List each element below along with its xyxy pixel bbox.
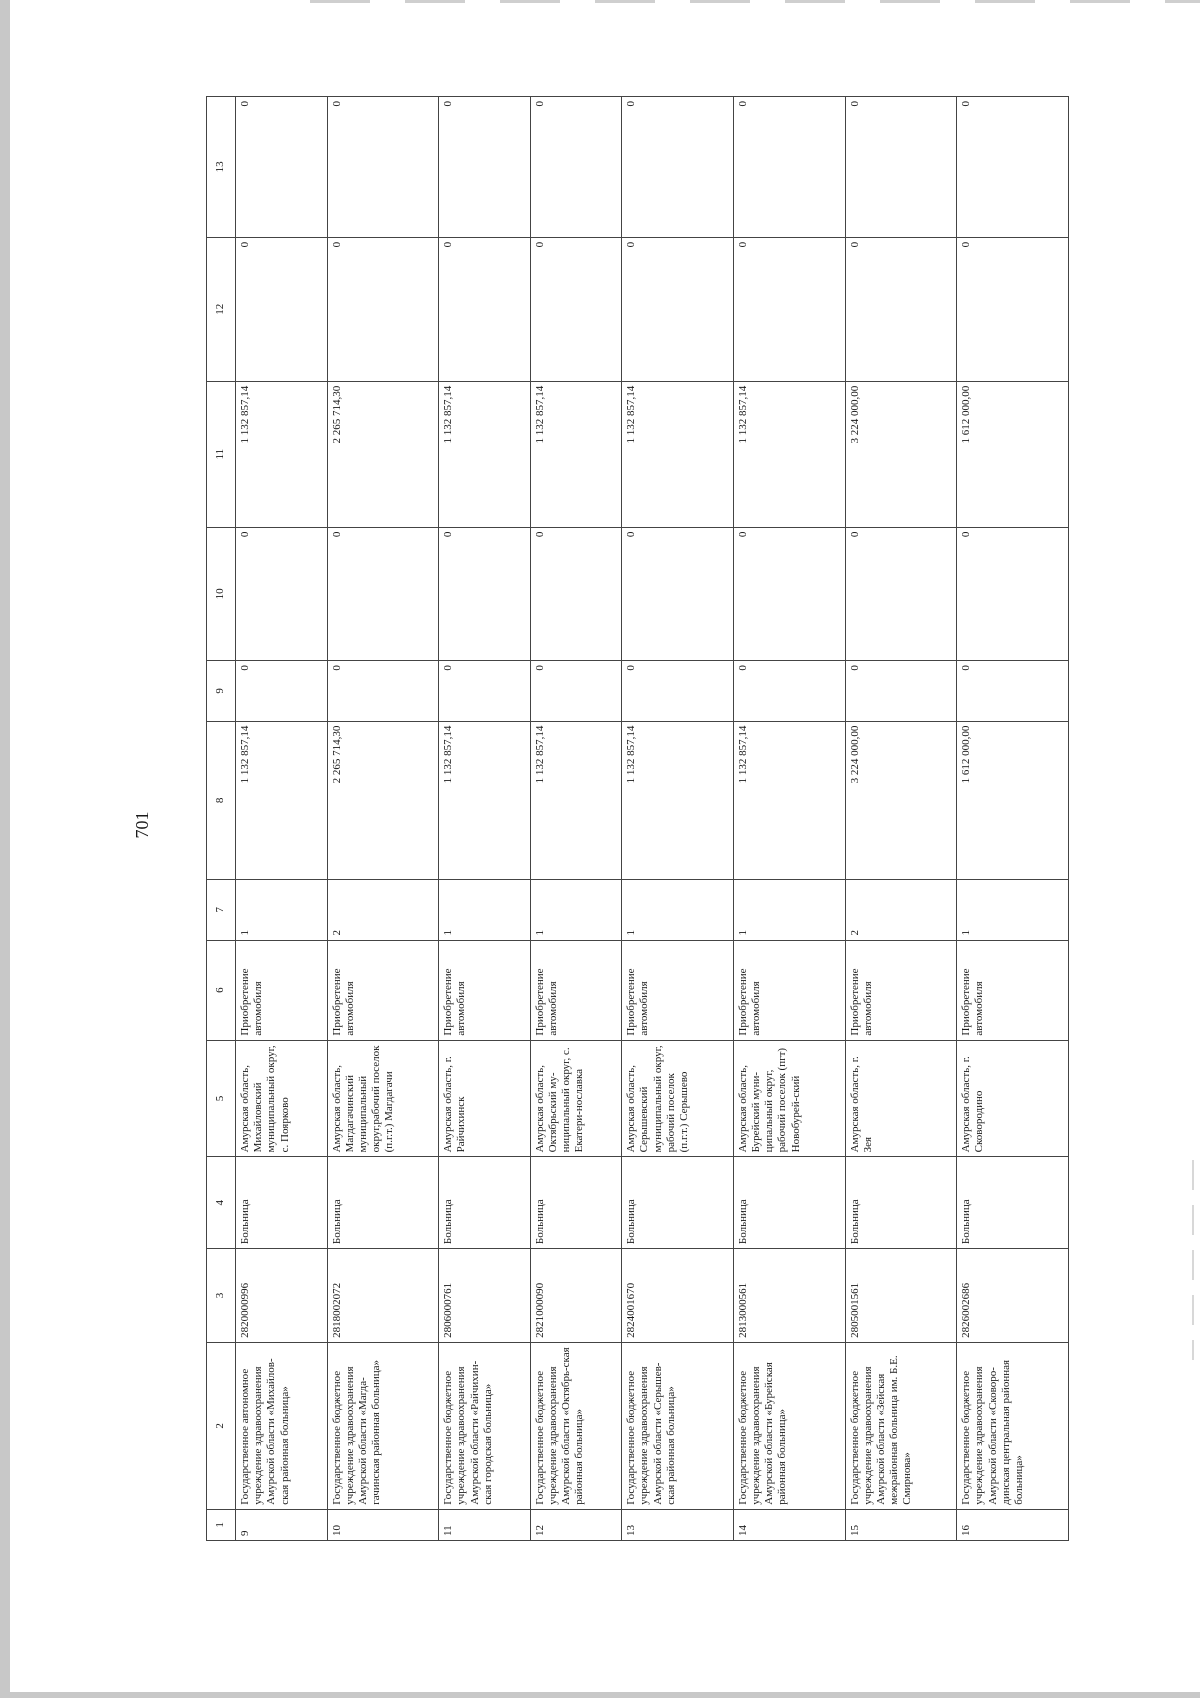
table-cell-col-11: 3 224 000,00 xyxy=(845,381,957,527)
table-cell-col-5: Амурская область, г. Райчихинск xyxy=(439,1040,531,1157)
table-cell-col-4: Больница xyxy=(957,1157,1069,1249)
table-cell-col-4: Больница xyxy=(530,1157,622,1249)
table-cell-col-5: Амурская область, Октябрьский му-ниципальный округ, с. Екатери-нославка xyxy=(530,1040,622,1157)
column-header-4: 4 xyxy=(207,1157,236,1249)
table-cell-col-8: 1 132 857,14 xyxy=(236,721,328,879)
table-cell-col-3: 2821000090 xyxy=(530,1249,622,1343)
table-cell-col-12: 0 xyxy=(327,237,439,381)
table-cell-col-6: Приобретение автомобиля xyxy=(439,940,531,1040)
table-cell-col-8: 1 132 857,14 xyxy=(439,721,531,879)
column-header-5: 5 xyxy=(207,1040,236,1157)
table-cell-col-7: 1 xyxy=(530,880,622,940)
table-row xyxy=(236,97,328,1541)
table-cell-col-10: 0 xyxy=(327,527,439,660)
column-header-6: 6 xyxy=(207,940,236,1040)
table-cell-col-9: 0 xyxy=(327,661,439,721)
table-cell-col-11: 1 132 857,14 xyxy=(733,381,845,527)
table-cell-col-11: 1 612 000,00 xyxy=(957,381,1069,527)
table-cell-col-4: Больница xyxy=(327,1157,439,1249)
table-row xyxy=(439,97,531,1541)
table-cell-col-5: Амурская область, г. Зея xyxy=(845,1040,957,1157)
table-cell-col-12: 0 xyxy=(530,237,622,381)
table-cell-col-9: 0 xyxy=(957,661,1069,721)
table-cell-col-5: Амурская область, Серышевский муниципальный округ, рабочий поселок (п.г.т.) Серышево xyxy=(622,1040,734,1157)
table-cell-col-11: 1 132 857,14 xyxy=(236,381,328,527)
document-page xyxy=(10,0,1200,1692)
column-header-11: 11 xyxy=(207,381,236,527)
table-cell-col-4: Больница xyxy=(845,1157,957,1249)
column-header-1: 1 xyxy=(207,1509,236,1540)
table-cell-col-3: 2813000561 xyxy=(733,1249,845,1343)
table-row xyxy=(733,97,845,1541)
table-cell-col-5: Амурская область, г. Сковородино xyxy=(957,1040,1069,1157)
table-cell-col-5: Амурская область, Магдагачинский муниципальный округ,рабочий поселок (п.г.т.) Магдагачи xyxy=(327,1040,439,1157)
table-cell-col-10: 0 xyxy=(236,527,328,660)
table-cell-col-13: 0 xyxy=(733,97,845,238)
table-cell-col-8: 2 265 714,30 xyxy=(327,721,439,879)
column-header-7: 7 xyxy=(207,880,236,940)
table-cell-col-9: 0 xyxy=(236,661,328,721)
table-cell-col-1: 14 xyxy=(733,1509,845,1540)
table-body xyxy=(236,97,1069,1541)
table-cell-col-6: Приобретение автомобиля xyxy=(845,940,957,1040)
table-cell-col-3: 2820000996 xyxy=(236,1249,328,1343)
table-cell-col-9: 0 xyxy=(622,661,734,721)
table-cell-col-3: 2826002686 xyxy=(957,1249,1069,1343)
table-cell-col-1: 16 xyxy=(957,1509,1069,1540)
table-cell-col-2: Государственное бюджетное учреждение здравоохранения Амурской области «Зейская межрайонная больница им. Б.Е. Смирнова» xyxy=(845,1342,957,1509)
table-row xyxy=(530,97,622,1541)
table-cell-col-1: 12 xyxy=(530,1509,622,1540)
table-cell-col-7: 1 xyxy=(622,880,734,940)
table-cell-col-9: 0 xyxy=(439,661,531,721)
table-cell-col-2: Государственное бюджетное учреждение здравоохранения Амурской области «Сковоро-динская центральная районная больница» xyxy=(957,1342,1069,1509)
table-cell-col-10: 0 xyxy=(957,527,1069,660)
table-cell-col-9: 0 xyxy=(845,661,957,721)
table-cell-col-13: 0 xyxy=(327,97,439,238)
table-cell-col-2: Государственное бюджетное учреждение здравоохранения Амурской области «Магда-гачинская районная больница» xyxy=(327,1342,439,1509)
table-cell-col-3: 2818002072 xyxy=(327,1249,439,1343)
table-cell-col-8: 1 612 000,00 xyxy=(957,721,1069,879)
table-cell-col-2: Государственное бюджетное учреждение здравоохранения Амурской области «Райчихин-ская городская больница» xyxy=(439,1342,531,1509)
column-header-2: 2 xyxy=(207,1342,236,1509)
table-cell-col-4: Больница xyxy=(439,1157,531,1249)
table-row xyxy=(957,97,1069,1541)
table-cell-col-5: Амурская область, Михайловский муниципальный округ, с. Поярково xyxy=(236,1040,328,1157)
table-cell-col-12: 0 xyxy=(733,237,845,381)
table-cell-col-13: 0 xyxy=(845,97,957,238)
table-cell-col-2: Государственное бюджетное учреждение здравоохранения Амурской области «Октябрь-ская районная больница» xyxy=(530,1342,622,1509)
table-cell-col-12: 0 xyxy=(236,237,328,381)
table-cell-col-13: 0 xyxy=(622,97,734,238)
table-cell-col-6: Приобретение автомобиля xyxy=(622,940,734,1040)
table-cell-col-12: 0 xyxy=(957,237,1069,381)
table-cell-col-8: 1 132 857,14 xyxy=(733,721,845,879)
column-header-13: 13 xyxy=(207,97,236,238)
table-cell-col-7: 1 xyxy=(439,880,531,940)
table-row xyxy=(622,97,734,1541)
table-cell-col-4: Больница xyxy=(733,1157,845,1249)
data-table-wrapper xyxy=(206,96,1069,1541)
table-cell-col-1: 11 xyxy=(439,1509,531,1540)
table-cell-col-11: 1 132 857,14 xyxy=(439,381,531,527)
table-cell-col-4: Больница xyxy=(236,1157,328,1249)
table-cell-col-1: 15 xyxy=(845,1509,957,1540)
table-cell-col-6: Приобретение автомобиля xyxy=(327,940,439,1040)
table-cell-col-1: 9 xyxy=(236,1509,328,1540)
column-header-9: 9 xyxy=(207,661,236,721)
table-cell-col-9: 0 xyxy=(530,661,622,721)
table-cell-col-13: 0 xyxy=(236,97,328,238)
table-cell-col-13: 0 xyxy=(530,97,622,238)
scan-edge-marks xyxy=(310,0,1200,3)
table-cell-col-4: Больница xyxy=(622,1157,734,1249)
column-header-12: 12 xyxy=(207,237,236,381)
table-cell-col-7: 2 xyxy=(845,880,957,940)
table-cell-col-1: 10 xyxy=(327,1509,439,1540)
table-cell-col-10: 0 xyxy=(733,527,845,660)
table-cell-col-11: 2 265 714,30 xyxy=(327,381,439,527)
table-cell-col-8: 1 132 857,14 xyxy=(530,721,622,879)
table-cell-col-7: 1 xyxy=(733,880,845,940)
table-row xyxy=(327,97,439,1541)
table-cell-col-6: Приобретение автомобиля xyxy=(236,940,328,1040)
table-cell-col-9: 0 xyxy=(733,661,845,721)
table-header-row xyxy=(207,97,236,1541)
table-cell-col-10: 0 xyxy=(622,527,734,660)
table-cell-col-3: 2806000761 xyxy=(439,1249,531,1343)
table-cell-col-6: Приобретение автомобиля xyxy=(957,940,1069,1040)
table-cell-col-8: 3 224 000,00 xyxy=(845,721,957,879)
data-table xyxy=(206,96,1069,1541)
table-cell-col-6: Приобретение автомобиля xyxy=(733,940,845,1040)
table-cell-col-12: 0 xyxy=(439,237,531,381)
table-cell-col-2: Государственное автономное учреждение здравоохранения Амурской области «Михайлов-ская районная больница» xyxy=(236,1342,328,1509)
table-cell-col-13: 0 xyxy=(957,97,1069,238)
table-cell-col-7: 2 xyxy=(327,880,439,940)
column-header-3: 3 xyxy=(207,1249,236,1343)
table-cell-col-11: 1 132 857,14 xyxy=(622,381,734,527)
table-cell-col-1: 13 xyxy=(622,1509,734,1540)
table-cell-col-2: Государственное бюджетное учреждение здравоохранения Амурской области «Бурейская районная больница» xyxy=(733,1342,845,1509)
table-cell-col-12: 0 xyxy=(622,237,734,381)
table-cell-col-11: 1 132 857,14 xyxy=(530,381,622,527)
table-cell-col-2: Государственное бюджетное учреждение здравоохранения Амурской области «Серышев-ская районная больница» xyxy=(622,1342,734,1509)
table-cell-col-13: 0 xyxy=(439,97,531,238)
scan-side-marks xyxy=(1192,1160,1194,1360)
column-header-8: 8 xyxy=(207,721,236,879)
table-cell-col-8: 1 132 857,14 xyxy=(622,721,734,879)
page-number: 701 xyxy=(132,811,152,839)
table-cell-col-10: 0 xyxy=(845,527,957,660)
table-cell-col-10: 0 xyxy=(530,527,622,660)
table-cell-col-3: 2824001670 xyxy=(622,1249,734,1343)
table-cell-col-5: Амурская область, Бурейский муни-ципальный округ, рабочий поселок (пгт) Новобурей-ский xyxy=(733,1040,845,1157)
column-header-10: 10 xyxy=(207,527,236,660)
table-cell-col-7: 1 xyxy=(957,880,1069,940)
table-cell-col-12: 0 xyxy=(845,237,957,381)
table-row xyxy=(845,97,957,1541)
table-cell-col-7: 1 xyxy=(236,880,328,940)
table-cell-col-3: 2805001561 xyxy=(845,1249,957,1343)
table-cell-col-10: 0 xyxy=(439,527,531,660)
table-cell-col-6: Приобретение автомобиля xyxy=(530,940,622,1040)
